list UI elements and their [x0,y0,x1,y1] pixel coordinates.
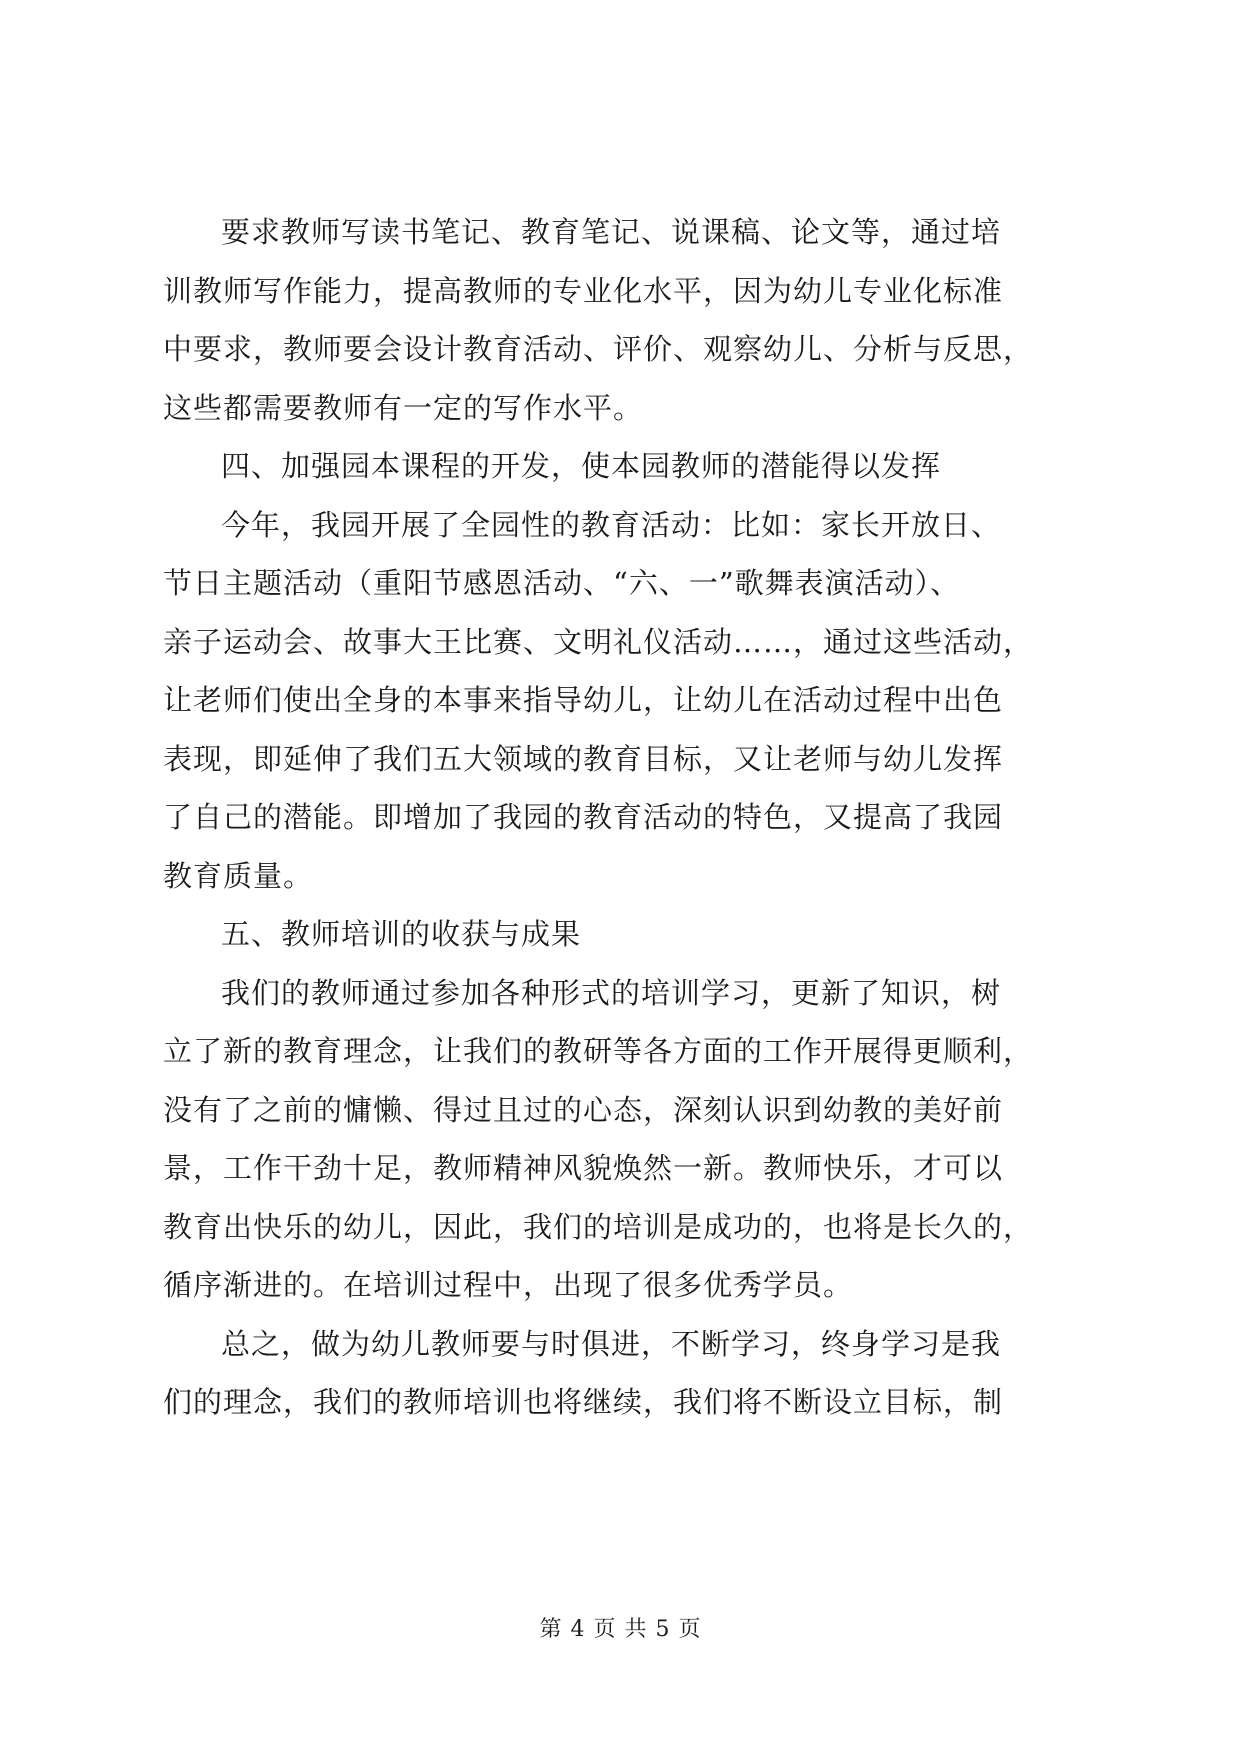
text-line: 要求教师写读书笔记、教育笔记、说课稿、论文等，通过培 [221,215,1002,249]
text-line: 们的理念，我们的教师培训也将继续，我们将不断设立目标，制 [163,1385,1004,1419]
text-line: 让老师们使出全身的本事来指导幼儿，让幼儿在活动过程中出色 [163,683,1004,717]
text-line: 了自己的潜能。即增加了我园的教育活动的特色，又提高了我园 [163,800,1004,834]
text-line: 教育质量。 [163,858,314,893]
text-line: 教育出快乐的幼儿，因此，我们的培训是成功的，也将是长久的， [163,1209,1034,1244]
document-body [163,203,1078,1432]
text-line: 这些都需要教师有一定的写作水平。 [163,390,644,425]
text-line: 表现，即延伸了我们五大领域的教育目标，又让老师与幼儿发挥 [163,741,1004,776]
page-footer: 第 4 页 共 5 页 [539,1617,702,1642]
section-heading-5 [163,905,1078,964]
text-line: 节日主题活动（重阳节感恩活动、“六、一”歌舞表演活动）、 [163,566,961,600]
paragraph-writing-requirements [163,203,1078,437]
text-line: 中要求，教师要会设计教育活动、评价、观察幼儿、分析与反思， [163,332,1034,366]
heading-line: 五、教师培训的收获与成果 [221,917,582,951]
text-line: 景，工作干劲十足，教师精神风貌焕然一新。教师快乐，才可以 [163,1151,1004,1185]
text-line: 亲子运动会、故事大王比赛、文明礼仪活动……，通过这些活动， [163,624,1034,659]
paragraph-results [163,964,1078,1315]
heading-line: 四、加强园本课程的开发，使本园教师的潜能得以发挥 [221,449,942,483]
paragraph-activities [163,496,1078,906]
text-line: 训教师写作能力，提高教师的专业化水平，因为幼儿专业化标准 [163,273,1004,308]
text-line: 没有了之前的慵懒、得过且过的心态，深刻认识到幼教的美好前 [163,1092,1004,1127]
text-line: 总之，做为幼儿教师要与时俱进，不断学习，终身学习是我 [221,1326,1002,1361]
text-line: 我们的教师通过参加各种形式的培训学习，更新了知识，树 [221,975,1002,1010]
text-line: 立了新的教育理念，让我们的教研等各方面的工作开展得更顺利， [163,1034,1034,1068]
text-line: 循序渐进的。在培训过程中，出现了很多优秀学员。 [163,1268,854,1302]
section-heading-4 [163,437,1078,496]
paragraph-summary [163,1315,1078,1432]
text-line: 今年，我园开展了全园性的教育活动：比如：家长开放日、 [221,507,1002,542]
